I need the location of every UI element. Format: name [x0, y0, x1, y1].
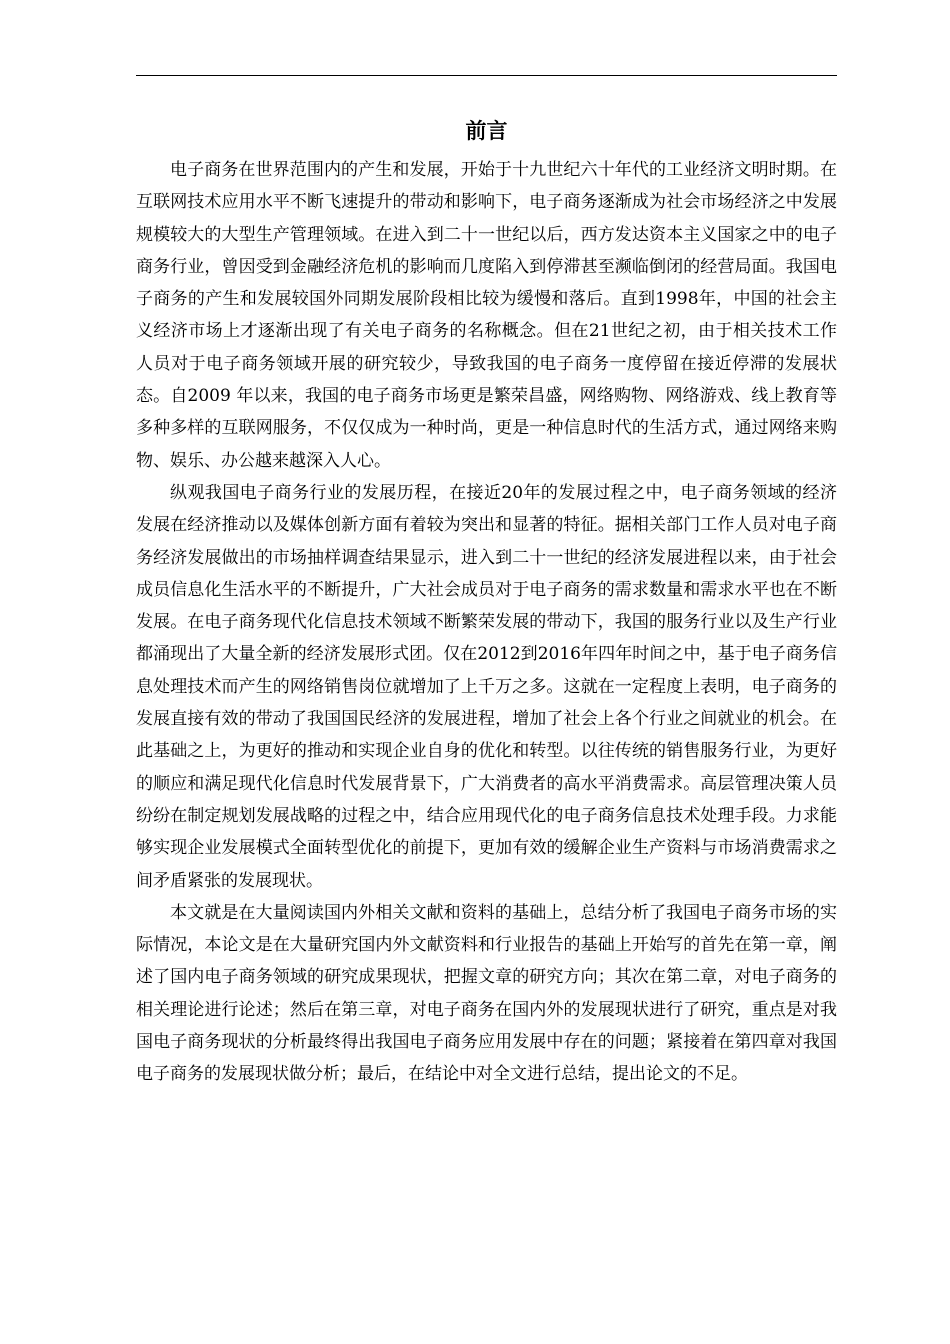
paragraph-3: 本文就是在大量阅读国内外相关文献和资料的基础上，总结分析了我国电子商务市场的实际情况，本论文是在大量研究国内外文献资料和行业报告的基础上开始写的首先在第一章，阐述了国内电子商务领域的研究成果现状，把握文章的研究方向；其次在第二章，对电子商务的相关理论进行论述；然后在第三章，对电子商务在国内外的发展现状进行了研究，重点是对我国电子商务现状的分析最终得出我国电子商务应用发展中存在的问题；紧接着在第四章对我国电子商务的发展现状做分析；最后，在结论中对全文进行总结，提出论文的不足。 — [136, 902, 837, 1085]
page-title: 前言 — [465, 119, 508, 143]
paragraph-2: 纵观我国电子商务行业的发展历程，在接近20年的发展过程之中，电子商务领域的经济发展在经济推动以及媒体创新方面有着较为突出和显著的特征。据相关部门工作人员对电子商务经济发展做出的市场抽样调查结果显示，进入到二十一世纪的经济发展进程以来，由于社会成员信息化生活水平的不断提升，广大社会成员对于电子商务的需求数量和需求水平也在不断发展。在电子商务现代化信息技术领域不断繁荣发展的带动下，我国的服务行业以及生产行业都涌现出了大量全新的经济发展形式团。仅在2012到2016年四年时间之中，基于电子商务信息处理技术而产生的网络销售岗位就增加了上千万之多。这就在一定程度上表明，电子商务的发展直接有效的带动了我国国民经济的发展进程，增加了社会上各个行业之间就业的机会。在此基础之上，为更好的推动和实现企业自身的优化和转型。以往传统的销售服务行业，为更好的顺应和满足现代化信息时代发展背景下，广大消费者的高水平消费需求。高层管理决策人员纷纷在制定规划发展战略的过程之中，结合应用现代化的电子商务信息技术处理手段。力求能够实现企业发展模式全面转型优化的前提下，更加有效的缓解企业生产资料与市场消费需求之间矛盾紧张的发展现状。 — [136, 482, 837, 891]
document-body — [136, 154, 837, 1091]
paragraph-1: 电子商务在世界范围内的产生和发展，开始于十九世纪六十年代的工业经济文明时期。在互联网技术应用水平不断飞速提升的带动和影响下，电子商务逐渐成为社会市场经济之中发展规模较大的大型生产管理领域。在进入到二十一世纪以后，西方发达资本主义国家之中的电子商务行业，曾因受到金融经济危机的影响而几度陷入到停滞甚至濒临倒闭的经营局面。我国电子商务的产生和发展较国外同期发展阶段相比较为缓慢和落后。直到1998年，中国的社会主义经济市场上才逐渐出现了有关电子商务的名称概念。但在21世纪之初，由于相关技术工作人员对于电子商务领域开展的研究较少，导致我国的电子商务一度停留在接近停滞的发展状态。自2009 年以来，我国的电子商务市场更是繁荣昌盛，网络购物、网络游戏、线上教育等多种多样的互联网服务，不仅仅成为一种时尚，更是一种信息时代的生活方式，通过网络来购物、娱乐、办公越来越深入人心。 — [136, 160, 837, 471]
header-rule — [136, 75, 837, 76]
